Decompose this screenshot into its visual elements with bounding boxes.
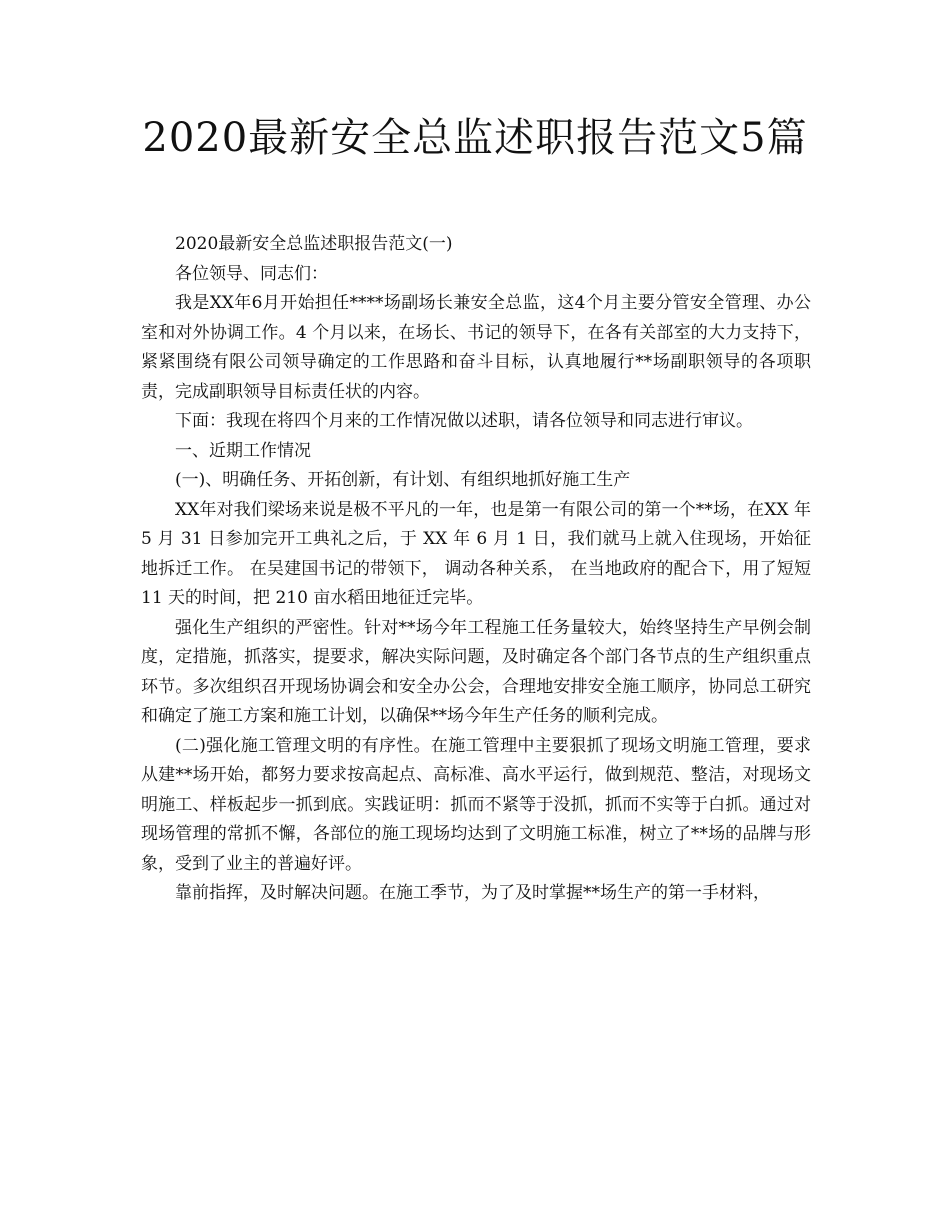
paragraph-body: 强化生产组织的严密性。针对**场今年工程施工任务量较大，始终坚持生产早例会制度，定措施，抓落实，提要求，解决实际问题，及时确定各个部门各节点的生产组织重点环节。多次组织召开现场协调会和安全办公会，合理地安排安全施工顺序，协同总工研究和确定了施工方案和施工计划，以确保**场今年生产任务的顺利完成。: [141, 617, 811, 726]
paragraph-preface: 下面：我现在将四个月来的工作情况做以述职，请各位领导和同志进行审议。: [175, 411, 753, 431]
paragraph-body: (二)强化施工管理文明的有序性。在施工管理中主要狠抓了现场文明施工管理，要求从建**场开始，都努力要求按高起点、高标准、高水平运行，做到规范、整洁，对现场文明施工、样板起步一抓到底。实践证明：抓而不紧等于没抓，抓而不实等于白抓。通过对现场管理的常抓不懈，各部位的施工现场均达到了文明施工标准，树立了**场的品牌与形象，受到了业主的普遍好评。: [141, 735, 811, 874]
paragraph-subtitle: 2020最新安全总监述职报告范文(一): [175, 234, 453, 254]
paragraph-body: 靠前指挥，及时解决问题。在施工季节，为了及时掌握**场生产的第一手材料，: [175, 883, 770, 903]
paragraph-intro: 我是XX年6月开始担任****场副场长兼安全总监，这4个月主要分管安全管理、办公室和对外协调工作。4 个月以来，在场长、书记的领导下，在各有关部室的大力支持下，紧紧围绕有限公司领导确定的工作思路和奋斗目标，认真地履行**场副职领导的各项职责，完成副职领导目标责任状的内容。: [141, 293, 811, 402]
paragraph-salutation: 各位领导、同志们：: [175, 263, 328, 284]
document-title: 2020最新安全总监述职报告范文5篇: [142, 115, 808, 161]
subsection-heading: (一)、明确任务、开拓创新，有计划、有组织地抓好施工生产: [175, 470, 631, 490]
paragraph-body: XX年对我们梁场来说是极不平凡的一年，也是第一有限公司的第一个**场，在XX 年 5 月 31 日参加完开工典礼之后，于 XX 年 6 月 1 日，我们就马上就入住现场，开始征地拆迁工作。 在吴建国书记的带领下， 调动各种关系， 在当地政府的配合下，用了短短 11 天的时间，把 210 亩水稻田地征迁完毕。: [141, 499, 811, 608]
document-body: [141, 230, 811, 909]
section-heading: 一、近期工作情况: [175, 440, 311, 461]
